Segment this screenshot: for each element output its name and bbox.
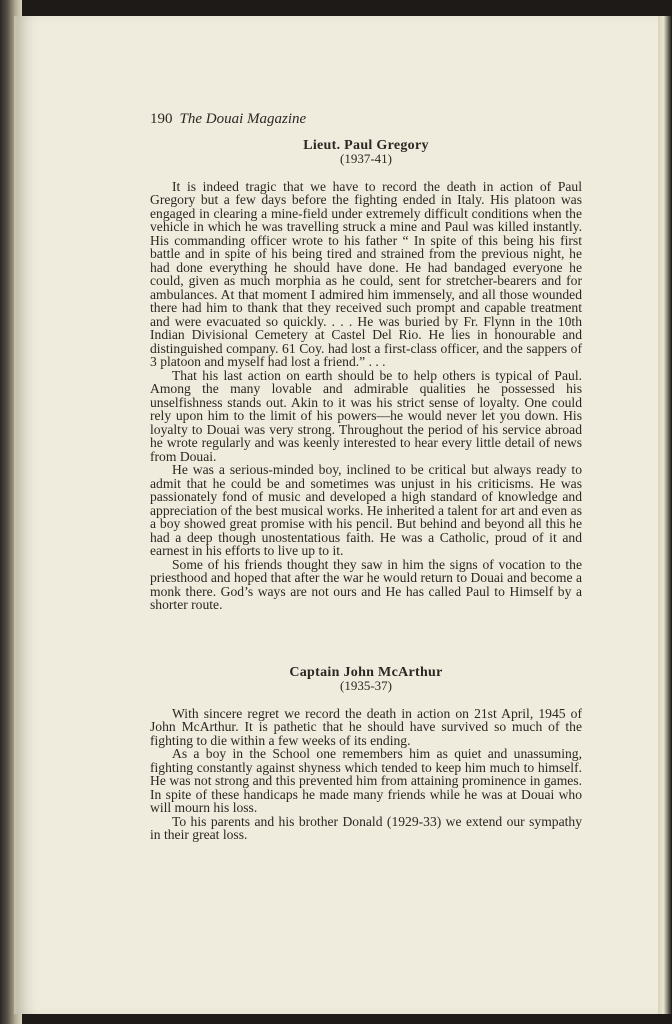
paragraph: That his last action on earth should be to help others is typical of Paul. Among the many lovable and admirable qualities he possessed his unselfishness stands out. Akin to it was his strict sense of loyalty. One could rely upon him to the limit of his powers—he would never let you down. His loyalty to Douai was very strong. Throughout the period of his service abroad he wrote regularly and was keenly interested to hear every little detail of news from Douai. xyxy=(150,367,582,464)
magazine-title: The Douai Magazine xyxy=(179,111,307,127)
page-number: 190 xyxy=(150,111,173,127)
paragraph: It is indeed tragic that we have to record the death in action of Paul Gregory but a few days before the fighting ended in Italy. His platoon was engaged in clearing a mine-field under extremely difficult conditions when the vehicle in which he was travelling struck a mine and Paul was killed instantly. His commanding officer wrote to his father “ In spite of this being his first battle and in spite of his being tired and strained from the previous night, he had done everything he should have done. He had bandaged everyone he could, given as much morphia as he could, sent for stretcher-bearers and for ambulances. At that moment I admired him immensely, and all those wounded there had him to thank that they received such prompt and capable treatment and were evacuated so quickly. . . . He was buried by Fr. Flynn in the 10th Indian Divisional Cemetery at Castel Del Rio. He lies in honourable and distinguished company. 61 Coy. had lost a first-class officer, and the sappers of 3 platoon and myself had lost a friend.” . . . xyxy=(150,178,582,369)
paragraph: He was a serious-minded boy, inclined to be critical but always ready to admit that he could be and sometimes was unjust in his criticisms. He was passionately fond of music and developed a high standard of knowledge and appreciation of the best musical works. He inherited a talent for art and even as a boy showed great promise with his pencil. But behind and beyond all this he had a deep though unostentatious faith. He was a Catholic, proud of it and earnest in his efforts to live up to it. xyxy=(150,462,582,558)
running-header xyxy=(150,113,582,127)
paragraph: As a boy in the School one remembers him as quiet and unassuming, fighting constantly against shyness which tended to keep him much to himself. He was not strong and this prevented him from attaining prominence in games. In spite of these handicaps he made many friends while he was at Douai who will mourn his loss. xyxy=(150,746,582,815)
article-title: Lieut. Paul Gregory xyxy=(303,137,429,153)
paragraph: To his parents and his brother Donald (1929-33) we extend our sympathy in their great loss. xyxy=(150,813,582,842)
page-content xyxy=(150,113,582,842)
article-years: (1937-41) xyxy=(340,151,392,166)
obituary-john-mcarthur xyxy=(150,666,582,842)
paragraph: Some of his friends thought they saw in him the signs of vocation to the priesthood and hoped that after the war he would return to Douai and become a monk there. God’s ways are not ours and He has called Paul to Himself by a shorter route. xyxy=(150,556,582,612)
paragraph: With sincere regret we record the death in action on 21st April, 1945 of John McArthur. It is pathetic that he should have survived so much of the fighting to die within a few weeks of its ending. xyxy=(150,705,582,748)
article-title: Captain John McArthur xyxy=(289,664,443,680)
obituary-paul-gregory xyxy=(150,139,582,612)
article-years: (1935-37) xyxy=(340,678,392,693)
page-edge xyxy=(658,16,672,1014)
section-gap xyxy=(150,612,582,666)
